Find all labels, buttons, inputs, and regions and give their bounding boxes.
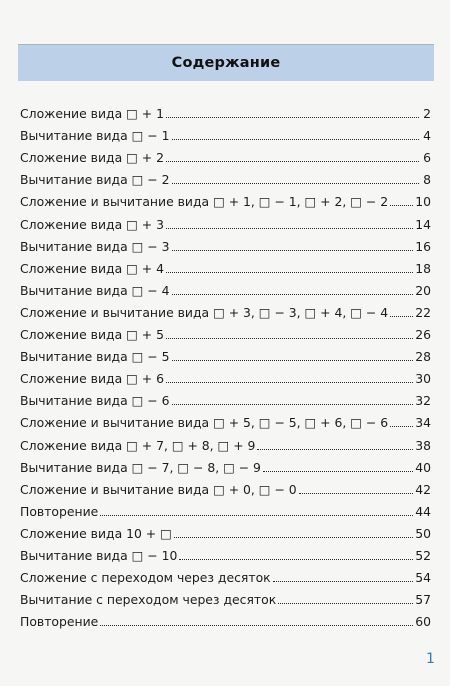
dot-leader <box>273 581 414 582</box>
toc-entry-page: 60 <box>415 614 431 630</box>
toc-entry-title: Вычитание вида □ − 4 <box>20 282 170 298</box>
toc-entry-title: Сложение и вычитание вида □ + 3, □ − 3, □ + 4, □ − 4 <box>20 304 389 320</box>
dot-leader <box>299 493 414 494</box>
toc-entry[interactable] <box>20 209 431 231</box>
dot-leader <box>166 117 419 118</box>
toc-entry-page: 16 <box>415 238 431 254</box>
toc-entry-page: 4 <box>423 128 431 144</box>
toc-entry[interactable] <box>20 165 431 187</box>
toc-entry-title: Сложение вида □ + 4 <box>20 260 164 276</box>
toc-entry[interactable] <box>20 320 431 342</box>
toc-entry-page: 20 <box>415 282 431 298</box>
toc-entry[interactable] <box>20 408 431 430</box>
toc-entry[interactable] <box>20 430 431 452</box>
dot-leader <box>278 603 413 604</box>
contents-header <box>18 44 434 81</box>
dot-leader <box>166 228 413 229</box>
dot-leader <box>100 625 413 626</box>
toc-entry[interactable] <box>20 475 431 497</box>
toc-entry[interactable] <box>20 254 431 276</box>
dot-leader <box>172 183 420 184</box>
toc-entry[interactable] <box>20 607 431 629</box>
toc-entry-page: 8 <box>423 172 431 188</box>
toc-entry[interactable] <box>20 497 431 519</box>
toc-entry-title: Сложение и вычитание вида □ + 5, □ − 5, □ + 6, □ − 6 <box>20 415 389 431</box>
dot-leader <box>172 360 414 361</box>
table-of-contents <box>20 99 431 629</box>
toc-entry-title: Сложение вида □ + 1 <box>20 106 164 122</box>
toc-entry-title: Вычитание с переходом через десяток <box>20 592 277 608</box>
toc-entry-title: Повторение <box>20 503 99 519</box>
dot-leader <box>166 161 419 162</box>
toc-entry-page: 28 <box>415 349 431 365</box>
dot-leader <box>172 404 414 405</box>
toc-entry-page: 2 <box>423 106 431 122</box>
toc-entry-page: 30 <box>415 371 431 387</box>
toc-entry-title: Сложение и вычитание вида □ + 0, □ − 0 <box>20 481 297 497</box>
dot-leader <box>166 382 413 383</box>
toc-entry-title: Сложение и вычитание вида □ + 1, □ − 1, □ + 2, □ − 2 <box>20 194 389 210</box>
toc-entry[interactable] <box>20 121 431 143</box>
dot-leader <box>257 449 413 450</box>
toc-entry[interactable] <box>20 453 431 475</box>
toc-entry[interactable] <box>20 298 431 320</box>
toc-entry-title: Сложение вида □ + 7, □ + 8, □ + 9 <box>20 437 256 453</box>
toc-entry-title: Вычитание вида □ − 1 <box>20 128 170 144</box>
toc-entry[interactable] <box>20 386 431 408</box>
toc-entry[interactable] <box>20 541 431 563</box>
dot-leader <box>174 537 413 538</box>
toc-entry[interactable] <box>20 364 431 386</box>
page-number: 1 <box>426 651 435 667</box>
toc-entry-title: Вычитание вида □ − 3 <box>20 238 170 254</box>
dot-leader <box>172 139 420 140</box>
toc-entry-page: 54 <box>415 570 431 586</box>
dot-leader <box>172 294 414 295</box>
toc-entry-page: 44 <box>415 503 431 519</box>
toc-entry-page: 6 <box>423 150 431 166</box>
dot-leader <box>179 559 413 560</box>
toc-entry-page: 42 <box>415 481 431 497</box>
toc-entry-title: Сложение вида 10 + □ <box>20 525 172 541</box>
dot-leader <box>263 471 413 472</box>
toc-entry[interactable] <box>20 585 431 607</box>
toc-entry[interactable] <box>20 563 431 585</box>
dot-leader <box>166 272 413 273</box>
dot-leader <box>100 515 413 516</box>
toc-entry-page: 26 <box>415 327 431 343</box>
toc-entry-page: 14 <box>415 216 431 232</box>
toc-entry-title: Сложение вида □ + 6 <box>20 371 164 387</box>
toc-entry[interactable] <box>20 187 431 209</box>
toc-entry-title: Вычитание вида □ − 10 <box>20 547 178 563</box>
toc-entry-title: Вычитание вида □ − 5 <box>20 349 170 365</box>
page-title: Содержание <box>171 55 281 71</box>
dot-leader <box>166 338 413 339</box>
toc-entry-page: 57 <box>415 592 431 608</box>
toc-entry[interactable] <box>20 276 431 298</box>
toc-entry-page: 10 <box>415 194 431 210</box>
toc-entry-title: Вычитание вида □ − 6 <box>20 393 170 409</box>
toc-entry-page: 38 <box>415 437 431 453</box>
dot-leader <box>390 426 413 427</box>
toc-entry[interactable] <box>20 232 431 254</box>
toc-entry-title: Вычитание вида □ − 7, □ − 8, □ − 9 <box>20 459 261 475</box>
toc-entry-page: 34 <box>415 415 431 431</box>
toc-entry-page: 40 <box>415 459 431 475</box>
toc-entry[interactable] <box>20 342 431 364</box>
dot-leader <box>390 316 413 317</box>
toc-entry-title: Сложение вида □ + 5 <box>20 327 164 343</box>
toc-entry-page: 52 <box>415 547 431 563</box>
dot-leader <box>172 250 414 251</box>
toc-entry-title: Повторение <box>20 614 99 630</box>
toc-entry[interactable] <box>20 519 431 541</box>
toc-entry-title: Сложение вида □ + 2 <box>20 150 164 166</box>
dot-leader <box>390 205 413 206</box>
toc-entry-page: 22 <box>415 304 431 320</box>
toc-entry-page: 18 <box>415 260 431 276</box>
toc-entry[interactable] <box>20 143 431 165</box>
toc-entry-title: Сложение с переходом через десяток <box>20 570 271 586</box>
toc-entry-page: 32 <box>415 393 431 409</box>
toc-entry-title: Вычитание вида □ − 2 <box>20 172 170 188</box>
toc-entry-page: 50 <box>415 525 431 541</box>
toc-entry-title: Сложение вида □ + 3 <box>20 216 164 232</box>
toc-entry[interactable] <box>20 99 431 121</box>
